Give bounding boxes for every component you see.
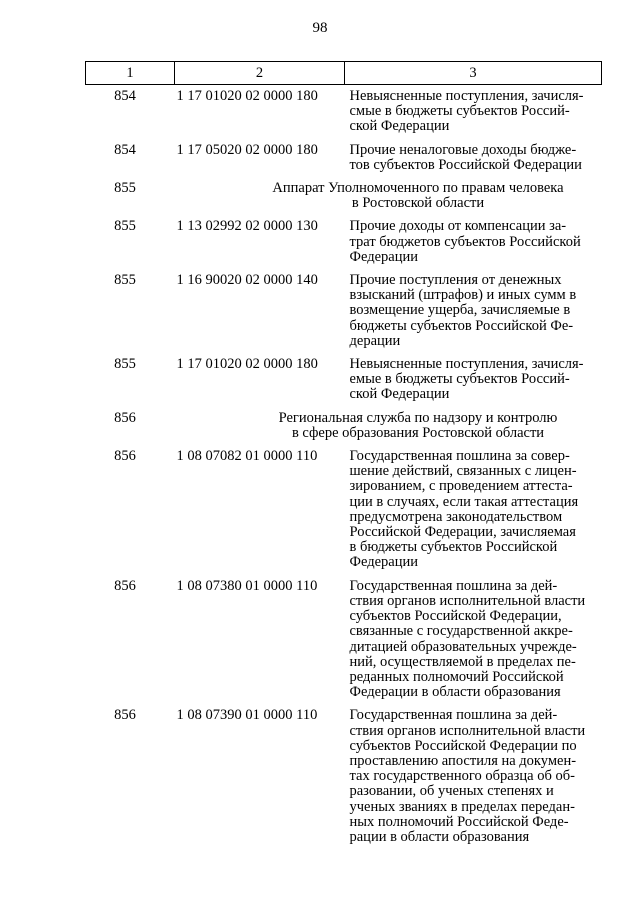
- description-line: емые в бюджеты субъектов Россий-: [349, 371, 570, 388]
- description-line: Федерации в области образования: [349, 684, 561, 701]
- description-line: бюджеты субъектов Российской Фе-: [349, 317, 574, 334]
- admin-code-cell: 856: [114, 409, 136, 426]
- description-line: Прочие неналоговые доходы бюдже-: [349, 141, 577, 158]
- description-line: субъектов Российской Федерации по: [349, 737, 577, 754]
- description-line: Федерации: [349, 248, 418, 265]
- description-line: ных полномочий Российской Феде-: [349, 813, 569, 830]
- page-number: 98: [312, 20, 328, 36]
- admin-code-cell: 855: [114, 272, 136, 289]
- revenue-description-cell: [345, 141, 602, 179]
- budget-classification-code-cell: 1 17 01020 02 0000 180: [176, 88, 318, 104]
- admin-code-cell: 854: [114, 141, 136, 158]
- description-line: Государственная пошлина за дей-: [349, 577, 558, 594]
- description-line: связанные с государственной аккре-: [349, 623, 573, 640]
- description-line: ции в случаях, если такая аттестация: [349, 493, 579, 510]
- budget-classification-code-cell: 1 08 07380 01 0000 110: [176, 577, 318, 594]
- description-line: Прочие поступления от денежных: [349, 272, 562, 289]
- table-body: [86, 85, 602, 852]
- description-line: смые в бюджеты субъектов Россий-: [349, 103, 570, 120]
- revenue-codes-table: [85, 61, 602, 851]
- table-row: [86, 577, 602, 707]
- revenue-description-cell: [345, 355, 602, 409]
- organization-name-line: в Ростовской области: [351, 195, 485, 212]
- description-line: шение действий, связанных с лицен-: [349, 463, 577, 480]
- organization-name-line: Региональная служба по надзору и контролю: [278, 409, 558, 426]
- description-line: разовании, об ученых степенях и: [349, 783, 554, 800]
- table-row-section: [86, 409, 602, 447]
- description-line: дитацией образовательных учрежде-: [349, 638, 577, 655]
- description-line: ской Федерации: [349, 118, 450, 135]
- budget-classification-code-cell: 1 17 01020 02 0000 180: [176, 356, 318, 373]
- budget-classification-code-cell: 1 13 02992 02 0000 130: [176, 218, 318, 235]
- description-line: ствия органов исполнительной власти: [349, 592, 586, 609]
- admin-code-cell: 856: [114, 707, 136, 724]
- description-line: зированием, с проведением аттеста-: [349, 478, 573, 495]
- column-header-1: 1: [86, 62, 175, 85]
- description-line: взысканий (штрафов) и иных сумм в: [349, 287, 577, 304]
- revenue-description-cell: [345, 85, 602, 141]
- description-line: Государственная пошлина за совер-: [349, 448, 570, 465]
- description-line: проставлению апостиля на докумен-: [349, 752, 577, 769]
- revenue-description-cell: [345, 577, 602, 707]
- organization-name-cell: [175, 409, 602, 447]
- table-row-section: [86, 179, 602, 217]
- column-header-2: 2: [175, 62, 345, 85]
- description-line: Прочие доходы от компенсации за-: [349, 218, 567, 235]
- description-line: Российской Федерации, зачисляемая: [349, 524, 576, 541]
- admin-code-cell: 854: [114, 88, 136, 104]
- budget-classification-code-cell: 1 16 90020 02 0000 140: [176, 272, 318, 289]
- admin-code-cell: 856: [114, 577, 136, 594]
- table-row: [86, 85, 602, 141]
- admin-code-cell: 855: [114, 218, 136, 235]
- description-line: ствия органов исполнительной власти: [349, 722, 586, 739]
- table-row: [86, 217, 602, 271]
- description-line: возмещение ущерба, зачисляемые в: [349, 302, 571, 319]
- revenue-description-cell: [345, 706, 602, 851]
- table-header: [86, 62, 602, 85]
- description-line: тах государственного образца об об-: [349, 768, 575, 785]
- description-line: Государственная пошлина за дей-: [349, 707, 558, 724]
- description-line: ской Федерации: [349, 386, 450, 403]
- revenue-description-cell: [345, 447, 602, 577]
- description-line: ученых званиях в пределах передан-: [349, 798, 575, 815]
- admin-code-cell: 855: [114, 180, 136, 197]
- column-header-3: 3: [345, 62, 602, 85]
- table-row: [86, 447, 602, 577]
- budget-classification-code-cell: 1 08 07390 01 0000 110: [176, 707, 318, 724]
- admin-code-cell: 856: [114, 448, 136, 465]
- description-line: трат бюджетов субъектов Российской: [349, 233, 581, 250]
- description-line: предусмотрена законодательством: [349, 508, 563, 525]
- description-line: дерации: [349, 332, 401, 349]
- organization-name-cell: [175, 179, 602, 217]
- revenue-description-cell: [345, 217, 602, 271]
- table-row: [86, 706, 602, 851]
- revenue-description-cell: [345, 271, 602, 355]
- description-line: Федерации: [349, 554, 418, 571]
- budget-classification-code-cell: 1 17 05020 02 0000 180: [176, 141, 318, 158]
- organization-name-line: в сфере образования Ростовской области: [291, 424, 545, 441]
- description-line: Невыясненные поступления, зачисля-: [349, 356, 584, 373]
- table-row: [86, 141, 602, 179]
- table-row: [86, 355, 602, 409]
- description-line: Невыясненные поступления, зачисля-: [349, 88, 584, 104]
- table-row: [86, 271, 602, 355]
- description-line: субъектов Российской Федерации,: [349, 608, 562, 625]
- description-line: ний, осуществляемой в пределах пе-: [349, 653, 576, 670]
- description-line: тов субъектов Российской Федерации: [349, 156, 582, 173]
- description-line: реданных полномочий Российской: [349, 668, 564, 685]
- budget-classification-code-cell: 1 08 07082 01 0000 110: [176, 448, 318, 465]
- description-line: рации в области образования: [349, 828, 530, 845]
- admin-code-cell: 855: [114, 356, 136, 373]
- description-line: в бюджеты субъектов Российской: [349, 539, 558, 556]
- organization-name-line: Аппарат Уполномоченного по правам человека: [272, 180, 564, 197]
